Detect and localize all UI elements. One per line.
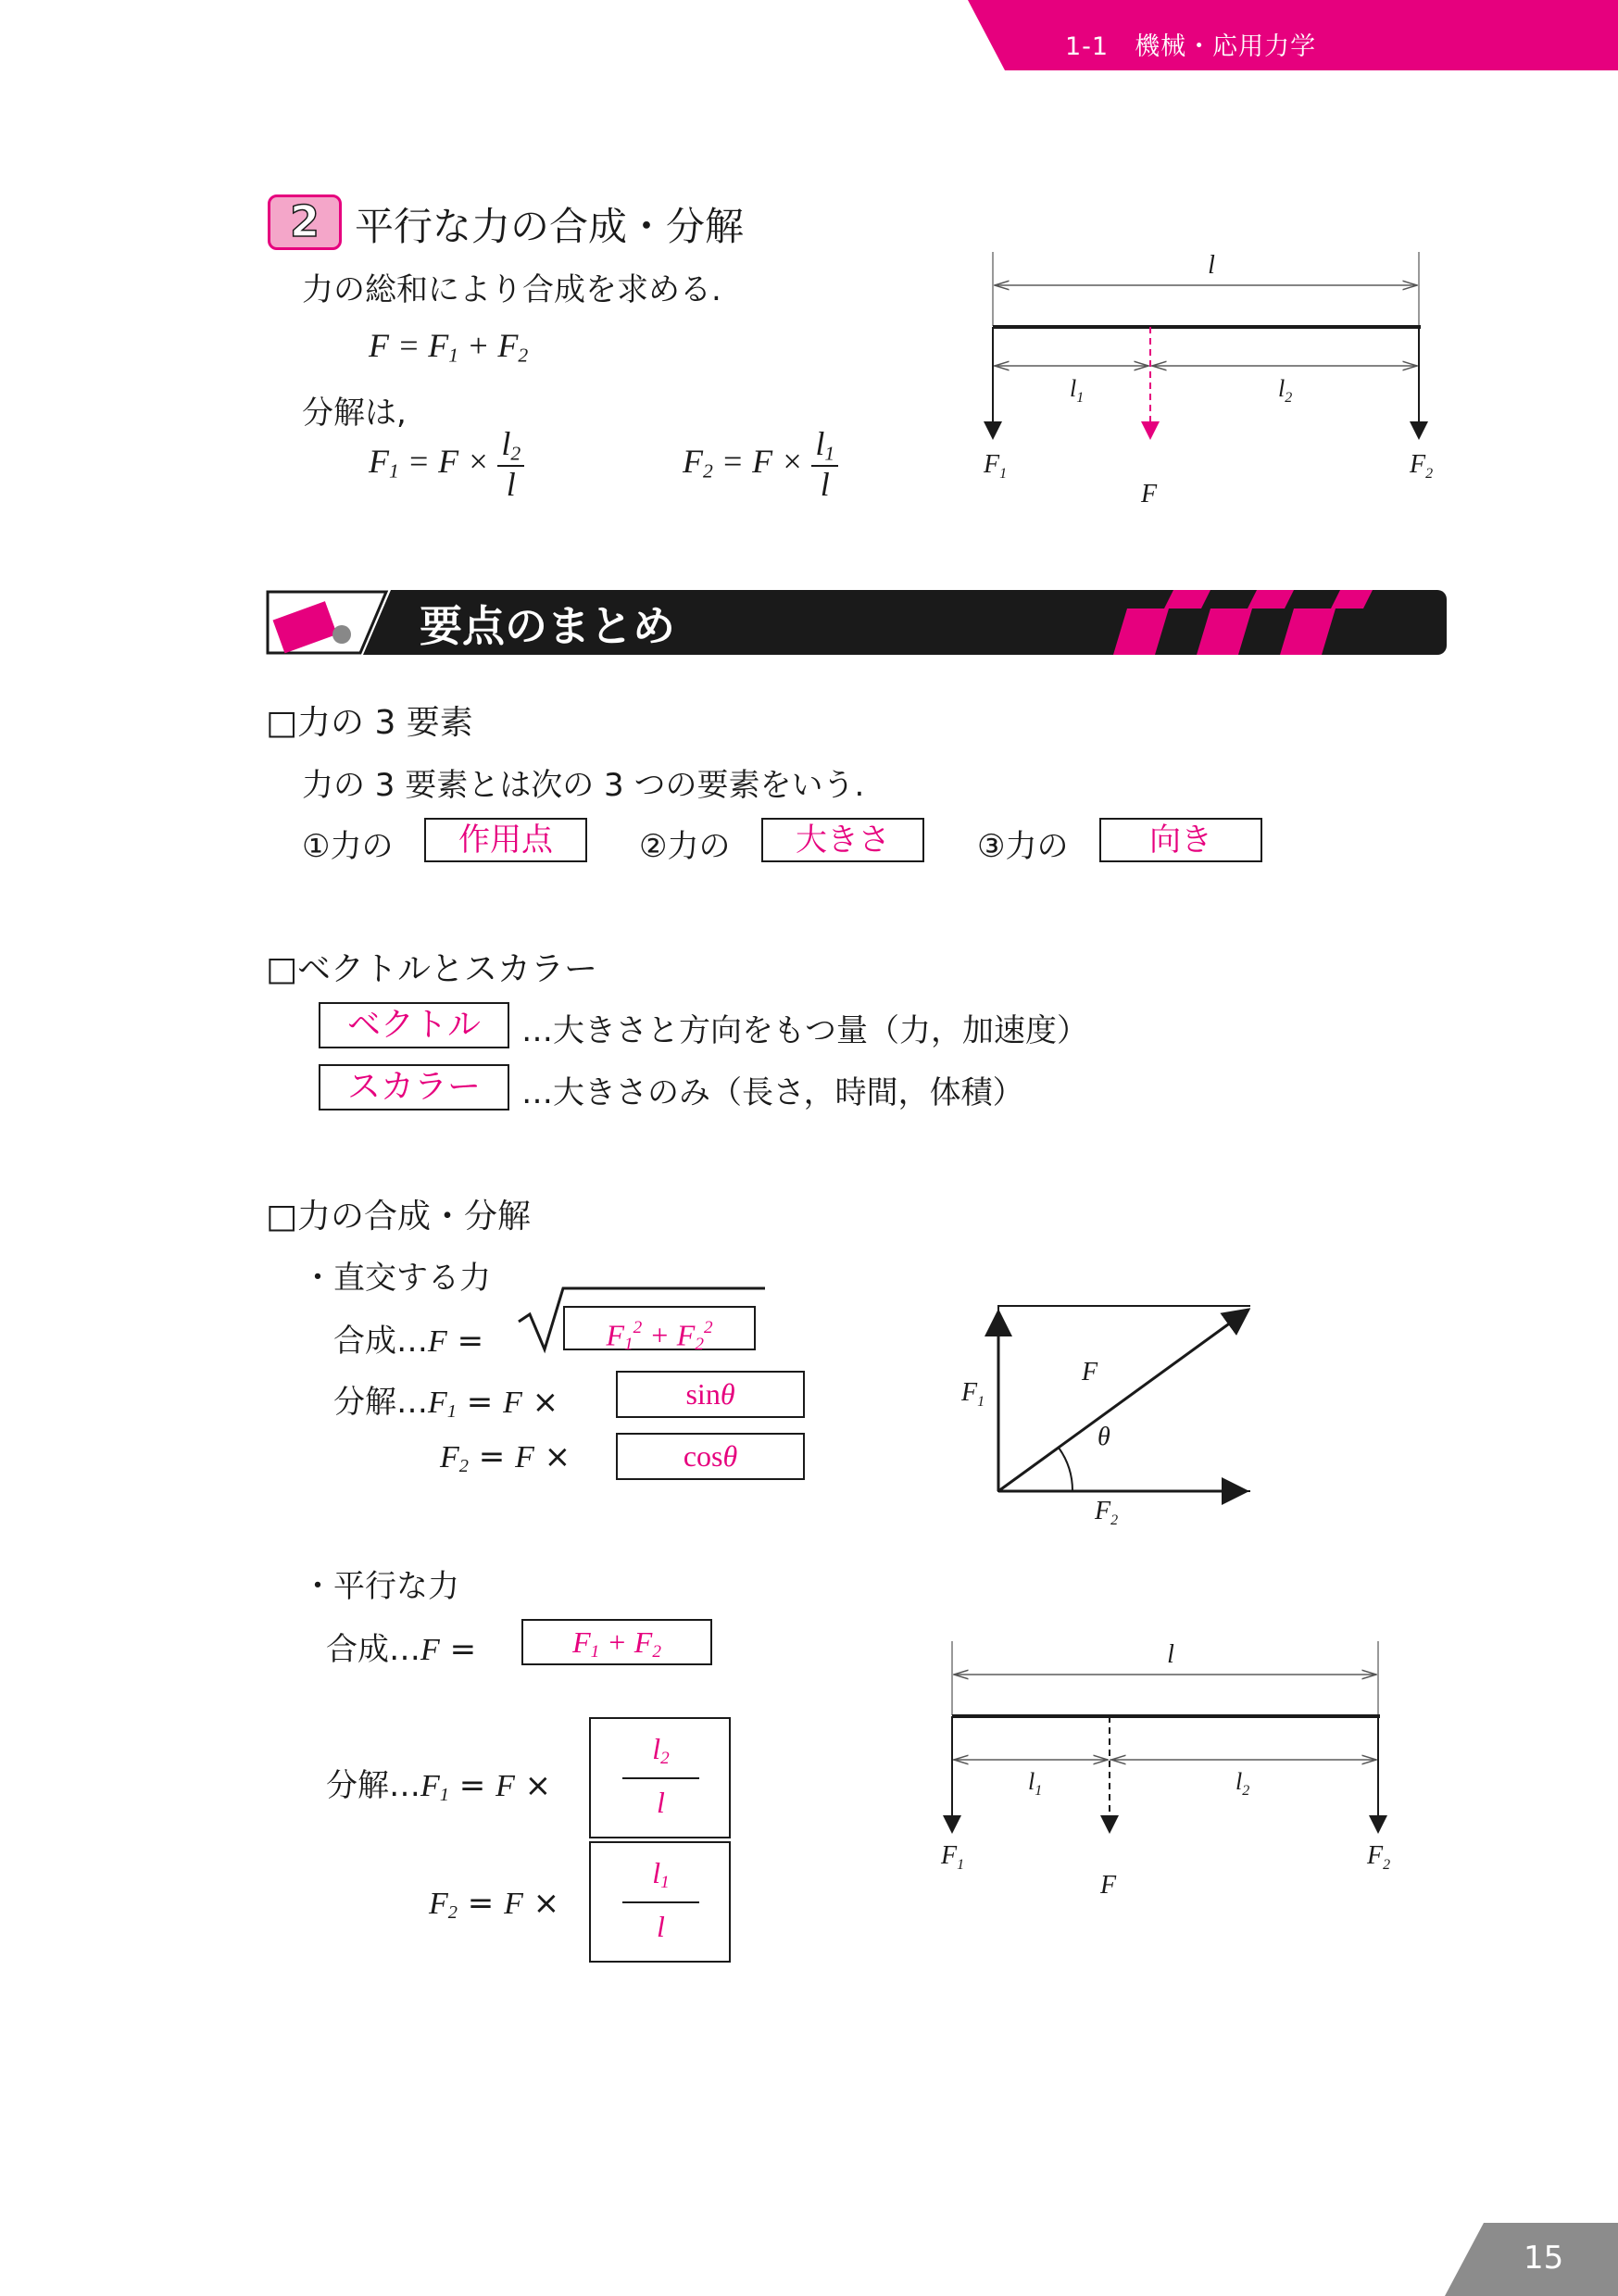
svg-text:F1: $F_1$ bbox=[941, 1841, 965, 1873]
sin-theta-box: sinθ bbox=[616, 1371, 805, 1418]
svg-text:F1: $F_1$ bbox=[961, 1378, 985, 1410]
svg-text:l2: $l_2$ bbox=[1278, 375, 1293, 406]
svg-text:F2: $F_2$ bbox=[1410, 450, 1434, 482]
parallel-f1-fraction-box: $l_2$ l bbox=[589, 1717, 731, 1838]
formula-f1: $F_1 = F$ × $\frac{l_2}{l}$ bbox=[369, 426, 524, 504]
svg-text:θ: θ bbox=[1097, 1423, 1110, 1451]
label-l: l bbox=[1208, 251, 1215, 280]
elem3-box: 向き bbox=[1099, 818, 1262, 862]
orthogonal-diagram bbox=[954, 1287, 1250, 1528]
svg-text:l: l bbox=[1167, 1640, 1174, 1669]
parallel-gousei-box: $F_1 + F_2$ bbox=[521, 1619, 712, 1665]
svg-text:l1: $l_1$ bbox=[1070, 375, 1085, 406]
svg-text:l1: $l_1$ bbox=[1028, 1768, 1043, 1799]
parallel-bunkai-f2: $F_2 = F$ × bbox=[429, 1885, 560, 1924]
svg-text:F: F bbox=[1141, 480, 1158, 508]
svg-text:F: F bbox=[1100, 1871, 1117, 1900]
elements-text: 力の 3 要素とは次の 3 つの要素をいう. bbox=[302, 767, 865, 804]
section-number-badge: 2 bbox=[268, 194, 342, 250]
beam-diagram-bottom bbox=[928, 1630, 1410, 1908]
bunkai-label: 分解は, bbox=[302, 395, 407, 432]
vector-desc: …大きさと方向をもつ量（力，加速度） bbox=[521, 1012, 1088, 1049]
cos-theta-box: cosθ bbox=[616, 1433, 805, 1480]
scalar-desc: …大きさのみ（長さ，時間，体積） bbox=[521, 1074, 1024, 1111]
elem2-box: 大きさ bbox=[761, 818, 924, 862]
page-number: 15 bbox=[1524, 2240, 1564, 2277]
beam-diagram-top bbox=[972, 241, 1454, 519]
section-title: 平行な力の合成・分解 bbox=[355, 204, 745, 249]
elem3-prefix: ③力の bbox=[977, 828, 1069, 865]
parallel-gousei: 合成…F = bbox=[326, 1631, 477, 1668]
elem1-prefix: ①力の bbox=[302, 828, 394, 865]
vector-box: ベクトル bbox=[319, 1002, 509, 1048]
parallel-f2-fraction-box: $l_1$ l bbox=[589, 1841, 731, 1963]
composition-heading: □力の合成・分解 bbox=[266, 1198, 532, 1236]
formula-sum: $F = F_1 + F_2$ bbox=[369, 327, 529, 367]
parallel-bunkai-f1: 分解$\dots F_1 = F$ × bbox=[326, 1767, 552, 1806]
summary-title: 要点のまとめ bbox=[420, 601, 675, 651]
svg-text:F1: $F_1$ bbox=[984, 450, 1008, 482]
orth-gousei-box: $F_1^2 + F_2^2$ bbox=[563, 1306, 756, 1350]
parallel-heading: ・平行な力 bbox=[302, 1568, 459, 1605]
elem2-prefix: ②力の bbox=[639, 828, 731, 865]
svg-text:F2: $F_2$ bbox=[1095, 1497, 1119, 1528]
svg-text:F2: $F_2$ bbox=[1367, 1841, 1391, 1873]
orthogonal-heading: ・直交する力 bbox=[302, 1260, 491, 1297]
formula-f2: $F_2 = F$ × $\frac{l_1}{l}$ bbox=[683, 426, 838, 504]
section-intro: 力の総和により合成を求める. bbox=[302, 271, 721, 308]
orth-gousei: 合成…F = bbox=[333, 1323, 484, 1360]
svg-text:F: F bbox=[1082, 1358, 1098, 1386]
elements-heading: □力の 3 要素 bbox=[266, 704, 473, 742]
vector-heading: □ベクトルとスカラー bbox=[266, 950, 598, 988]
chapter-title: 1-1 機械・応用力学 bbox=[1065, 32, 1317, 61]
elem1-box: 作用点 bbox=[424, 818, 587, 862]
orth-bunkai-f1: 分解$\dots F_1 = F$ × bbox=[333, 1384, 559, 1423]
svg-text:l2: $l_2$ bbox=[1235, 1768, 1250, 1799]
orth-bunkai-f2: $F_2 = F$ × bbox=[440, 1438, 571, 1477]
scalar-box: スカラー bbox=[319, 1064, 509, 1110]
